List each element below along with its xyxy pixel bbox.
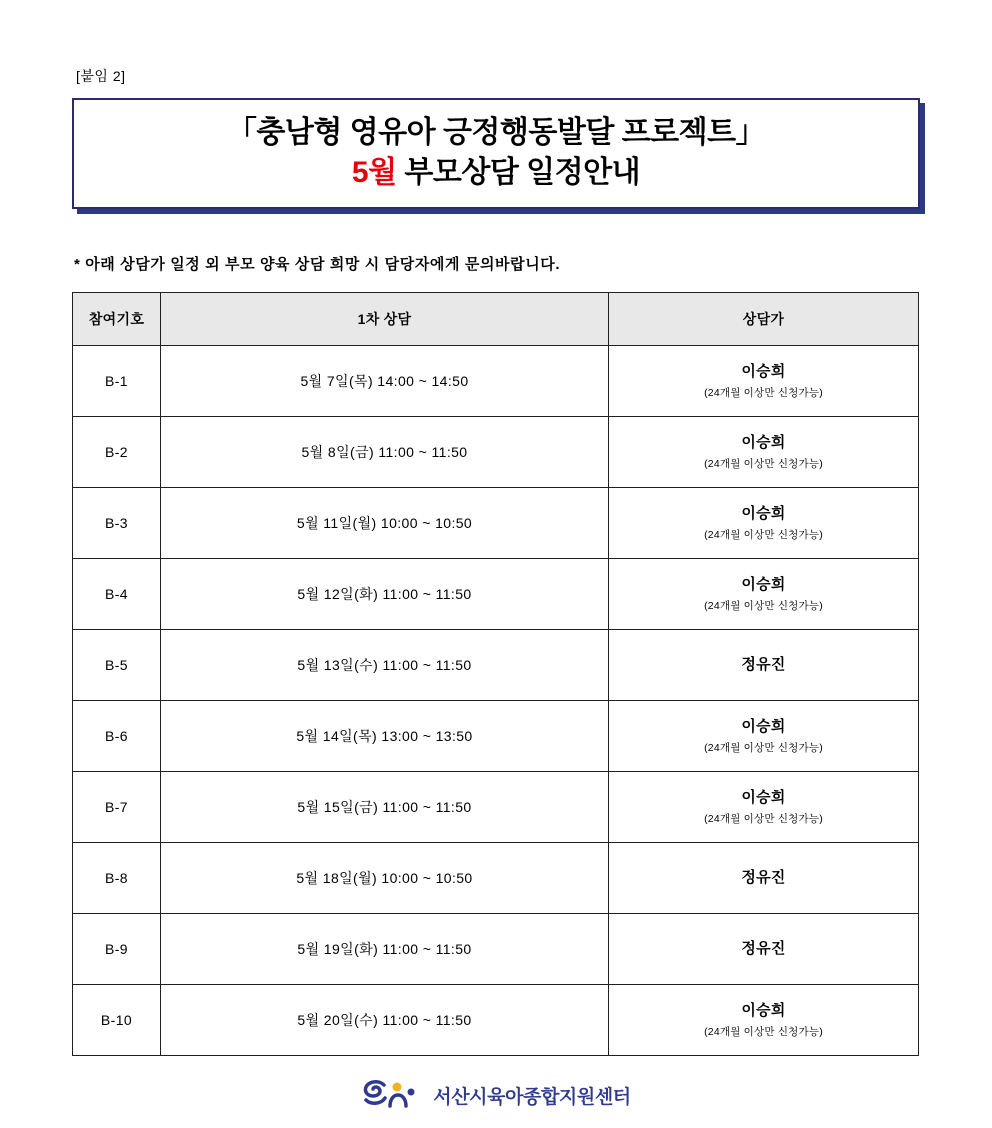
organization-name: 서산시육아종합지원센터 <box>433 1086 631 1108</box>
cell-session-schedule: 5월 8일(금) 11:00 ~ 11:50 <box>161 417 609 488</box>
table-row <box>73 346 919 417</box>
table-header-row <box>73 293 919 346</box>
counselor-name: 정유진 <box>741 868 786 886</box>
footer-logo <box>72 1078 920 1112</box>
cell-participant-code: B-1 <box>73 346 161 417</box>
cell-participant-code: B-7 <box>73 772 161 843</box>
table-row <box>73 488 919 559</box>
table-row <box>73 772 919 843</box>
cell-counselor <box>609 701 919 772</box>
counselor-note: (24개월 이상만 신청가능) <box>704 1025 823 1038</box>
table-row <box>73 914 919 985</box>
cell-session-schedule: 5월 18일(월) 10:00 ~ 10:50 <box>161 843 609 914</box>
cell-counselor <box>609 843 919 914</box>
counselor-name: 정유진 <box>741 939 786 957</box>
cell-session-schedule: 5월 7일(목) 14:00 ~ 14:50 <box>161 346 609 417</box>
cell-participant-code: B-6 <box>73 701 161 772</box>
cell-session-schedule: 5월 11일(월) 10:00 ~ 10:50 <box>161 488 609 559</box>
cell-session-schedule: 5월 19일(화) 11:00 ~ 11:50 <box>161 914 609 985</box>
table-row <box>73 630 919 701</box>
cell-session-schedule: 5월 12일(화) 11:00 ~ 11:50 <box>161 559 609 630</box>
cell-participant-code: B-8 <box>73 843 161 914</box>
table-row <box>73 701 919 772</box>
counselor-note: (24개월 이상만 신청가능) <box>704 386 823 399</box>
counselor-note: (24개월 이상만 신청가능) <box>704 741 823 754</box>
cell-counselor <box>609 417 919 488</box>
counselor-name: 이승희 <box>741 505 786 523</box>
swirl-child-logo-icon <box>361 1078 423 1112</box>
column-header-code: 참여기호 <box>73 293 161 346</box>
cell-session-schedule: 5월 20일(수) 11:00 ~ 11:50 <box>161 985 609 1056</box>
cell-counselor <box>609 346 919 417</box>
cell-counselor <box>609 772 919 843</box>
cell-participant-code: B-10 <box>73 985 161 1056</box>
cell-participant-code: B-5 <box>73 630 161 701</box>
table-row <box>73 559 919 630</box>
cell-counselor <box>609 914 919 985</box>
cell-counselor <box>609 559 919 630</box>
cell-counselor <box>609 630 919 701</box>
counselor-note: (24개월 이상만 신청가능) <box>704 457 823 470</box>
table-row <box>73 985 919 1056</box>
counselor-name: 이승희 <box>741 363 786 381</box>
counselor-name: 이승희 <box>741 789 786 807</box>
cell-session-schedule: 5월 14일(목) 13:00 ~ 13:50 <box>161 701 609 772</box>
notice-text: * 아래 상담가 일정 외 부모 양육 상담 희망 시 담당자에게 문의바랍니다. <box>74 256 561 273</box>
cell-participant-code: B-4 <box>73 559 161 630</box>
counselor-name: 이승희 <box>741 434 786 452</box>
title-line-1: 「충남형 영유아 긍정행동발달 프로젝트」 <box>226 116 766 149</box>
cell-participant-code: B-3 <box>73 488 161 559</box>
counselor-name: 정유진 <box>741 655 786 673</box>
cell-counselor <box>609 985 919 1056</box>
counselor-name: 이승희 <box>741 1002 786 1020</box>
title-line-2 <box>84 154 908 192</box>
cell-participant-code: B-9 <box>73 914 161 985</box>
column-header-counselor: 상담가 <box>609 293 919 346</box>
cell-counselor <box>609 488 919 559</box>
title-subject: 부모상담 일정안내 <box>404 155 641 189</box>
title-box <box>72 98 920 209</box>
cell-session-schedule: 5월 15일(금) 11:00 ~ 11:50 <box>161 772 609 843</box>
counselor-name: 이승희 <box>741 718 786 736</box>
attachment-label: [붙임 2] <box>76 68 126 84</box>
cell-session-schedule: 5월 13일(수) 11:00 ~ 11:50 <box>161 630 609 701</box>
counselor-note: (24개월 이상만 신청가능) <box>704 812 823 825</box>
counselor-name: 이승희 <box>741 576 786 594</box>
table-row <box>73 843 919 914</box>
counselor-note: (24개월 이상만 신청가능) <box>704 528 823 541</box>
cell-participant-code: B-2 <box>73 417 161 488</box>
schedule-table <box>72 292 919 1056</box>
column-header-session: 1차 상담 <box>161 293 609 346</box>
counselor-note: (24개월 이상만 신청가능) <box>704 599 823 612</box>
table-row <box>73 417 919 488</box>
title-month: 5월 <box>351 155 397 189</box>
